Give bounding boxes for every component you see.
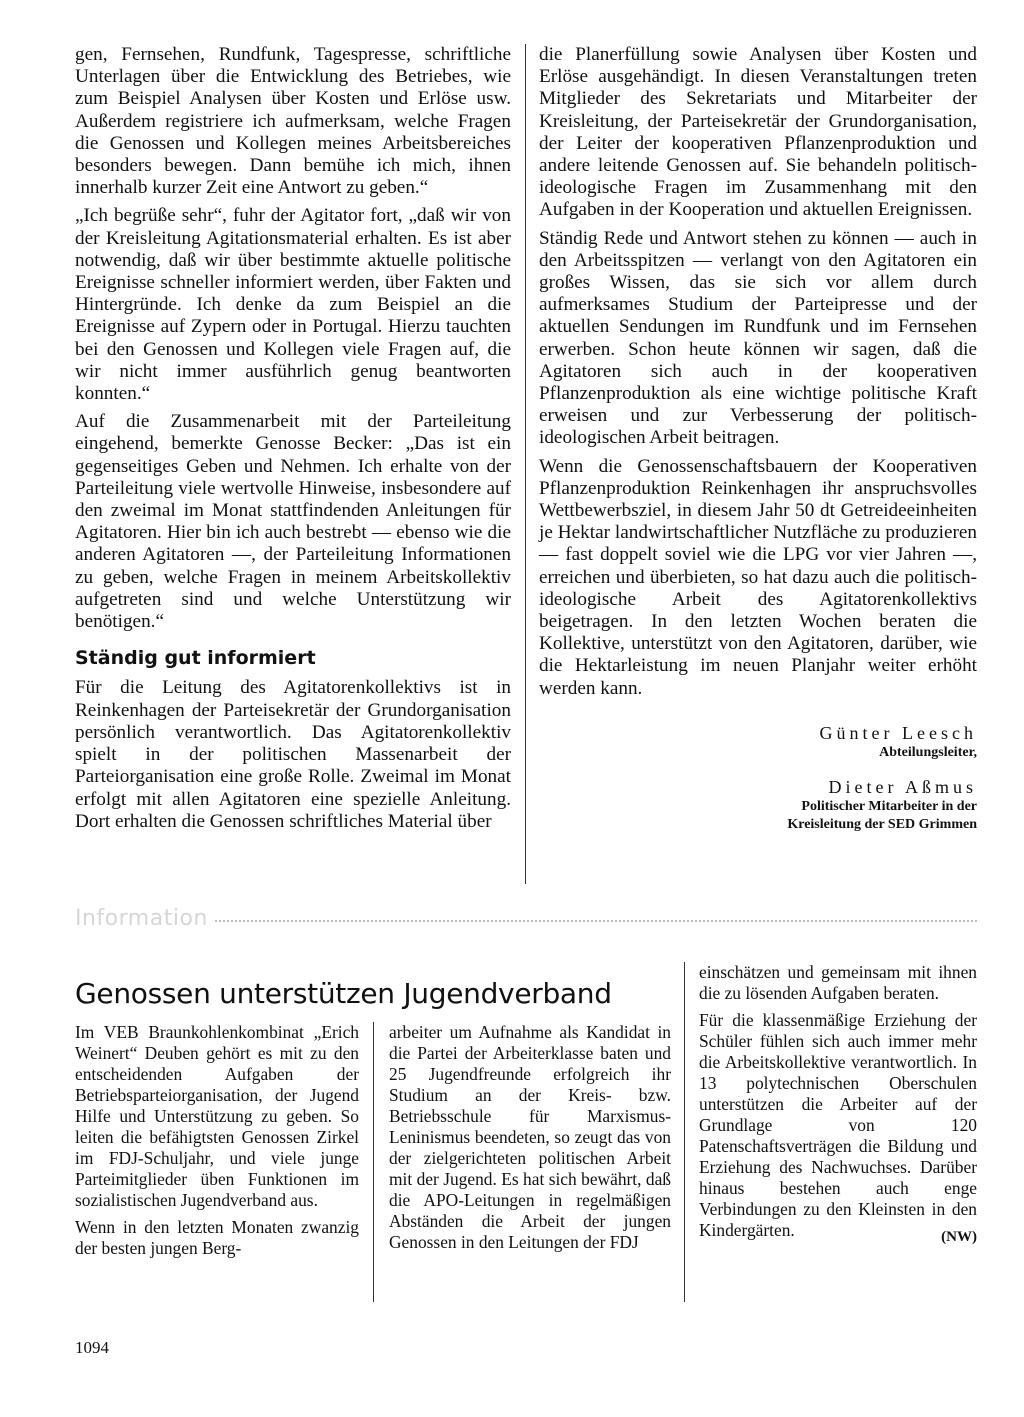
article1-left-column [75, 44, 511, 839]
section-label: Information [75, 906, 208, 931]
article2-column-3 [699, 962, 977, 1248]
column-divider [525, 44, 526, 884]
author-name: Dieter Aßmus [828, 777, 977, 798]
article2-headline: Genossen unterstützen Jugendverband [75, 976, 612, 1010]
paragraph: Wenn die Genossenschaftsbauern der Kooperativen Pflanzenproduktion Reinkenhagen ihr anspruchsvolles Wettbewerbsziel, in diesem Jahr 50 dt Getreideeinheiten je Hektar landwirtschaftlicher Nutzfläche zu produzieren — fast doppelt soviel wie die LPG vor vier Jahren —, erreichen und überbieten, so hat dazu auch die politisch-ideologische Arbeit des Agitatorenkollektivs beigetragen. In den letzten Wochen beraten die Kollektive, unterstützt von den Agitatoren, darüber, wie die Hektarleistung im neuen Planjahr weiter erhöht werden kann. [539, 455, 977, 699]
paragraph: die Planerfüllung sowie Analysen über Kosten und Erlöse ausgehändigt. In diesen Veranstaltungen treten Mitglieder des Sekretariats und Mitarbeiter der Kreisleitung, der Parteisekretär der Grundorganisation, der Leiter der kooperativen Pflanzenproduktion und andere leitende Genossen auf. Sie behandeln politisch-ideologische Fragen im Zusammenhang mit den Aufgaben in der Kooperation und aktuellen Ereignissen. [539, 44, 977, 221]
column-divider [684, 962, 685, 1302]
author-name: Günter Leesch [819, 722, 977, 743]
source-tag: (NW) [941, 1229, 977, 1245]
paragraph: arbeiter um Aufnahme als Kandidat in die Partei der Arbeiterklasse baten und 25 Jugendfreunde erfolgreich ihr Studium an der Kreis- bzw. Betriebsschule für Marxismus-Leninismus beendeten, so zeugt das von der zielgerichteten politischen Arbeit mit der Jugend. Es hat sich bewährt, daß die APO-Leitungen in regelmäßigen Abständen die Arbeit der jungen Genossen in den Leitungen der FDJ [389, 1022, 671, 1252]
author-role: Abteilungsleiter, [879, 745, 977, 761]
section-band [75, 906, 977, 936]
paragraph: Für die klassenmäßige Erziehung der Schüler fühlen sich auch immer mehr die Arbeitskollektive verantwortlich. In 13 polytechnischen Oberschulen unterstützen die Arbeiter auf der Grundlage von 120 Patenschaftsverträgen die Bildung und Erziehung des Nachwuchses. Darüber hinaus bestehen auch enge Verbindungen zu den Kleinsten in den Kindergärten. [699, 1010, 977, 1240]
article1-right-column [539, 44, 977, 834]
author-role: Politischer Mitarbeiter in der [801, 799, 977, 815]
paragraph: Wenn in den letzten Monaten zwanzig der besten jungen Berg- [75, 1217, 359, 1258]
article2-column-2 [389, 1022, 671, 1259]
section-rule [215, 920, 977, 922]
column-divider [373, 1022, 374, 1302]
paragraph: Für die Leitung des Agitatorenkollektivs ist in Reinkenhagen der Parteisekretär der Grundorganisation persönlich verantwortlich. Das Agitatorenkollektiv spielt in der politischen Massenarbeit der Parteiorganisation eine große Rolle. Zweimal im Monat erfolgt mit allen Agitatoren eine spezielle Anleitung. Dort erhalten die Genossen schriftliches Material über [75, 677, 511, 832]
article2-column-1 [75, 1022, 359, 1265]
subheading: Ständig gut informiert [75, 647, 316, 670]
page-number: 1094 [75, 1338, 109, 1357]
paragraph: „Ich begrüße sehr“, fuhr der Agitator fort, „daß wir von der Kreisleitung Agitationsmaterial erhalten. Es ist aber notwendig, daß wir über bestimmte aktuelle politische Ereignisse schneller informiert werden, über Fakten und Hintergründe. Ich denke da zum Beispiel an die Ereignisse auf Zypern oder in Portugal. Hierzu tauchten bei den Genossen und Kollegen viele Fragen auf, die wir nicht immer ausführlich genug beantworten konnten.“ [75, 205, 511, 405]
paragraph: Auf die Zusammenarbeit mit der Parteileitung eingehend, bemerkte Genosse Becker: „Das ist ein gegenseitiges Geben und Nehmen. Ich erhalte von der Parteileitung viele wertvolle Hinweise, insbesondere auf den zweimal im Monat stattfindenden Anleitungen für Agitatoren. Hier bin ich auch bestrebt — ebenso wie die anderen Agitatoren —, der Parteileitung Informationen zu geben, welche Fragen in meinem Arbeitskollektiv aufgetreten sind und welche Unterstützung wir benötigen.“ [75, 411, 511, 633]
paragraph: Ständig Rede und Antwort stehen zu können — auch in den Arbeitsspitzen — verlangt von den Agitatoren ein großes Wissen, das sie sich vor allem durch aufmerksames Studium der Parteipresse und der aktuellen Sendungen im Rundfunk und im Fernsehen erwerben. Schon heute können wir sagen, daß die Agitatoren sich auch in der kooperativen Pflanzenproduktion als eine wichtige politische Kraft erweisen und zur Verbesserung der politisch-ideologischen Arbeit beitragen. [539, 227, 977, 449]
paragraph: einschätzen und gemeinsam mit ihnen die zu lösenden Aufgaben beraten. [699, 962, 977, 1003]
paragraph: gen, Fernsehen, Rundfunk, Tagespresse, schriftliche Unterlagen über die Entwicklung des Betriebes, wie zum Beispiel Analysen über Kosten und Erlöse usw. Außerdem registriere ich aufmerksam, welche Fragen die Genossen und Kollegen meines Arbeitsbereiches besonders bewegen. Dann bemühe ich mich, ihnen innerhalb kurzer Zeit eine Antwort zu geben.“ [75, 44, 511, 199]
author-role: Kreisleitung der SED Grimmen [787, 817, 977, 833]
paragraph: Im VEB Braunkohlenkombinat „Erich Weinert“ Deuben gehört es mit zu den entscheidenden Aufgaben der Betriebsparteiorganisation, der Jugend Hilfe und Unterstützung zu geben. So leiten die befähigtsten Genossen Zirkel im FDJ-Schuljahr, und viele junge Parteimitglieder üben Funktionen im sozialistischen Jugendverband aus. [75, 1022, 359, 1210]
